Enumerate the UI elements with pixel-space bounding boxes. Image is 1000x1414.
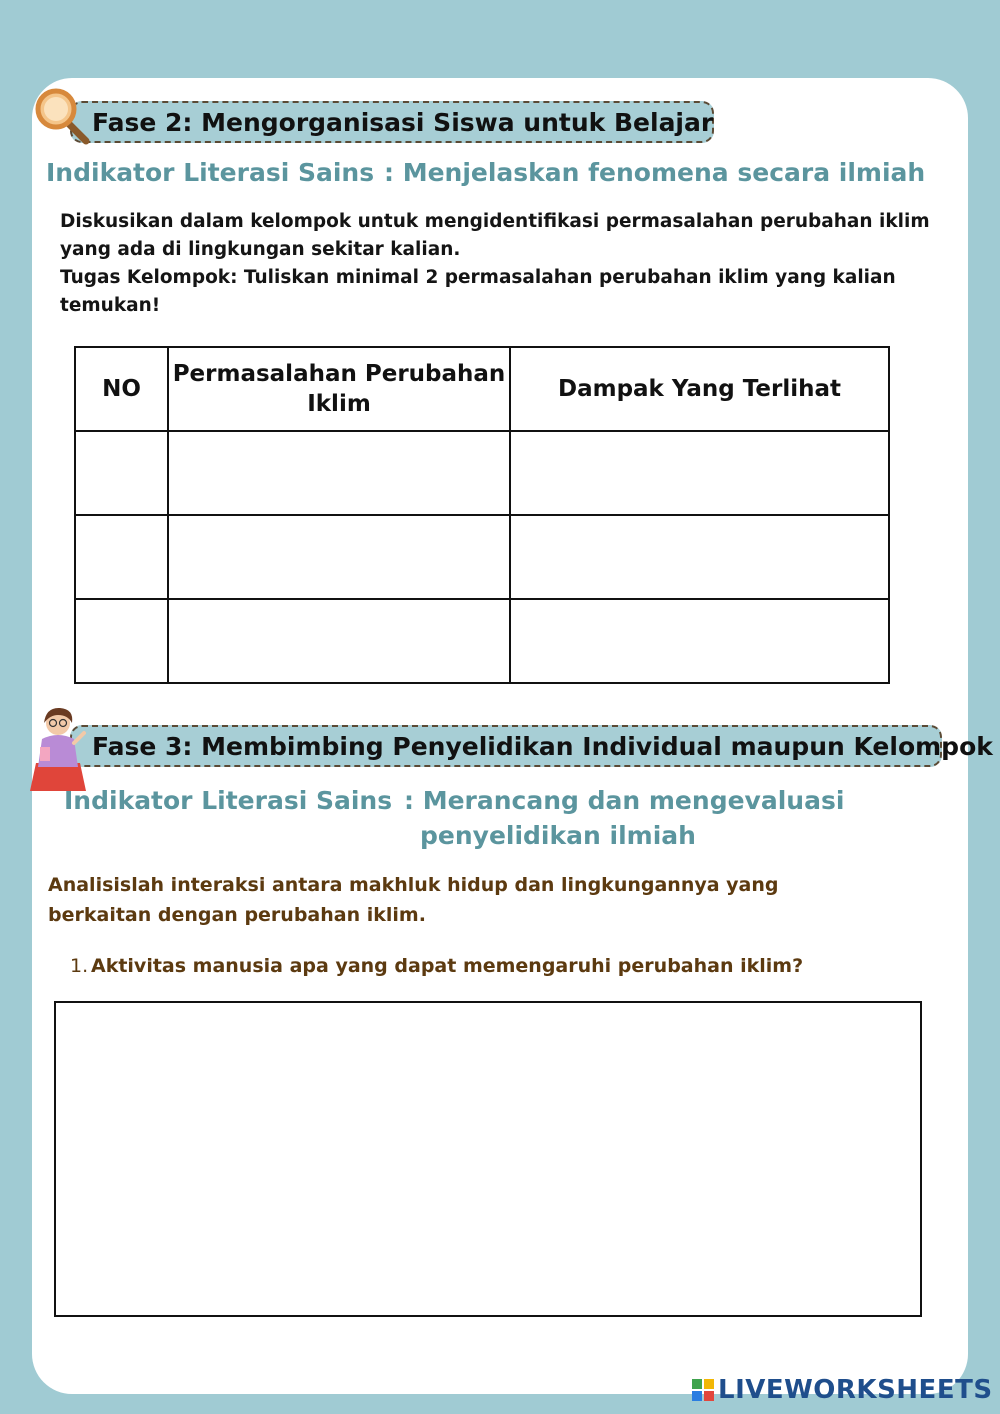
header-problem: Permasalahan Perubahan Iklim <box>168 347 510 431</box>
table-cell-problem[interactable] <box>168 431 510 515</box>
phase2-title-bar <box>70 101 714 143</box>
answer-box[interactable] <box>54 1001 922 1317</box>
phase2-task: Tugas Kelompok: Tuliskan minimal 2 permasalahan perubahan iklim yang kalian temukan! <box>60 267 896 316</box>
problems-table <box>74 346 890 684</box>
table-row <box>75 515 889 599</box>
magnifying-glass-icon <box>32 85 92 147</box>
phase2-indicator-value: : Menjelaskan fenomena secara ilmiah <box>384 158 926 187</box>
table-row <box>75 431 889 515</box>
phase3-indicator-label: Indikator Literasi Sains <box>64 786 393 815</box>
table-header-row <box>75 347 889 431</box>
phase3-instruction: Analisislah interaksi antara makhluk hidup dan lingkungannya yang berkaitan dengan perubahan iklim. <box>48 874 779 926</box>
brand-text: LIVEWORKSHEETS <box>718 1375 993 1405</box>
phase3-title: Fase 3: Membimbing Penyelidikan Individual maupun Kelompok <box>92 731 993 761</box>
liveworksheets-logo-icon <box>692 1379 714 1401</box>
table-cell-no[interactable] <box>75 431 168 515</box>
question-text: Aktivitas manusia apa yang dapat memengaruhi perubahan iklim? <box>91 955 804 977</box>
phase3-title-bar <box>70 725 993 767</box>
phase3-indicator-value-line2: penyelidikan ilmiah <box>420 821 696 850</box>
table-cell-impact[interactable] <box>510 599 889 683</box>
phase2-indicator-label: Indikator Literasi Sains <box>46 158 375 187</box>
phase3-indicator-value-line1: : Merancang dan mengevaluasi <box>404 786 845 815</box>
phase2-title: Fase 2: Mengorganisasi Siswa untuk Belajar <box>92 107 714 137</box>
table-cell-no[interactable] <box>75 599 168 683</box>
table-cell-impact[interactable] <box>510 431 889 515</box>
liveworksheets-brand <box>692 1375 993 1405</box>
table-cell-impact[interactable] <box>510 515 889 599</box>
phase2-instruction: Diskusikan dalam kelompok untuk mengidentifikasi permasalahan perubahan iklim yang ada di lingkungan sekitar kalian. <box>60 211 930 260</box>
teacher-illustration-icon <box>30 703 86 793</box>
table-cell-no[interactable] <box>75 515 168 599</box>
header-no: NO <box>75 347 168 431</box>
table-cell-problem[interactable] <box>168 515 510 599</box>
question-number: 1. <box>70 955 89 977</box>
table-row <box>75 599 889 683</box>
table-cell-problem[interactable] <box>168 599 510 683</box>
header-impact: Dampak Yang Terlihat <box>510 347 889 431</box>
